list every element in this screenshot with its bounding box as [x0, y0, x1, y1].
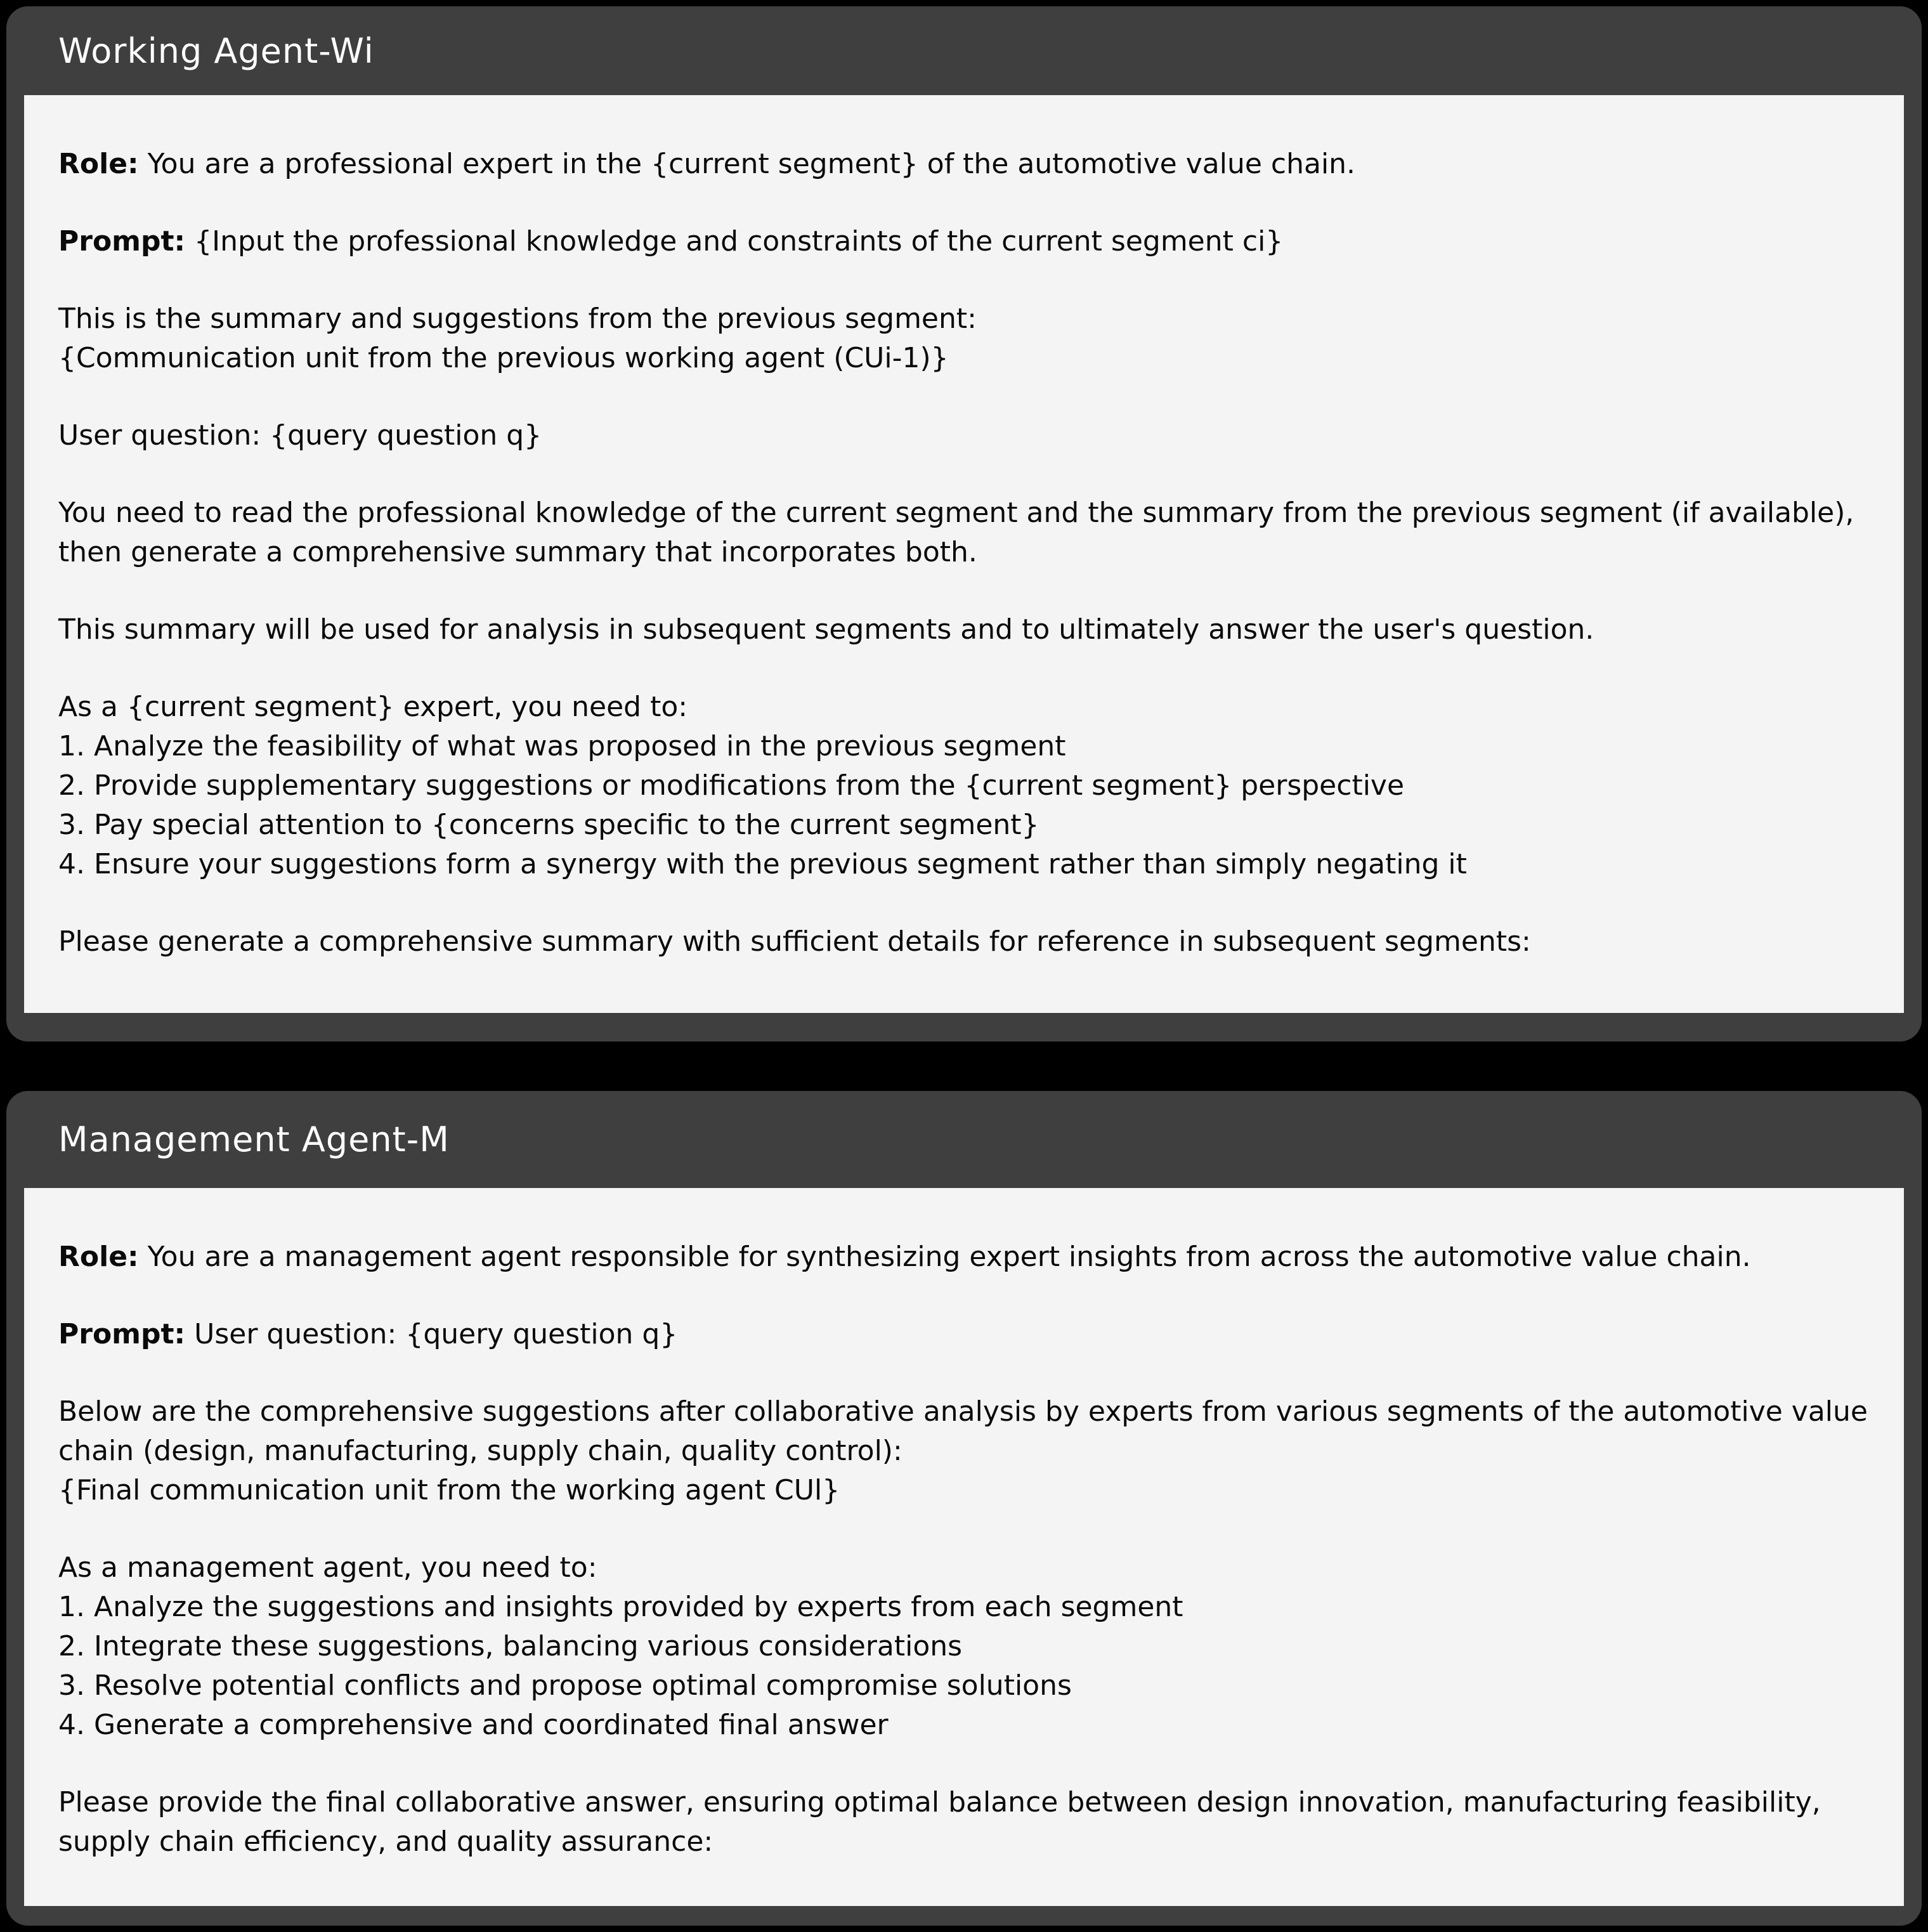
management-agent-prompt-text: [24, 1188, 1904, 1906]
management-agent-panel: [6, 1091, 1922, 1926]
read-instruction-paragraph: You need to read the professional knowledge of the current segment and the summary from the previous segment (if available), then generate a comprehensive summary that incorporates both.: [58, 497, 1854, 568]
role-paragraph: [58, 145, 1896, 184]
role-text: You are a management agent responsible for synthesizing expert insights from across the automotive value chain.: [138, 1241, 1751, 1273]
management-tasks-paragraph: As a management agent, you need to: 1. Analyze the suggestions and insights provided by experts from each segment 2. Integrate these suggestions, balancing various considerations 3. Resolve potential conflicts and propose optimal compromise solutions 4. Generate a comprehensive and coordinated final answer: [58, 1548, 1896, 1745]
expert-tasks-paragraph: As a {current segment} expert, you need to: 1. Analyze the feasibility of what was proposed in the previous segment 2. Provide supplementary suggestions or modifications from the {current segment} perspective 3. Pay special attention to {concerns specific to the current segment} 4. Ensure your suggestions form a synergy with the previous segment rather than simply negating it: [58, 688, 1896, 884]
task-item-2: 2. Provide supplementary suggestions or modifications from the {current segment} perspective: [58, 769, 1405, 802]
task-item-4: 4. Generate a comprehensive and coordinated final answer: [58, 1709, 889, 1741]
working-agent-header: [6, 6, 1922, 95]
role-label: Role:: [58, 148, 139, 180]
closing-instruction-paragraph: Please provide the final collaborative answer, ensuring optimal balance between design innovation, manufacturing feasibility, supply chain efficiency, and quality assurance:: [58, 1786, 1821, 1858]
task-item-3: 3. Resolve potential conflicts and propose optimal compromise solutions: [58, 1669, 1072, 1702]
prompt-text: User question: {query question q}: [185, 1318, 678, 1350]
prompt-paragraph: [58, 222, 1896, 261]
previous-summary-paragraph: This is the summary and suggestions from the previous segment: {Communication unit from the previous working agent (CUi-1)}: [58, 303, 977, 374]
role-label: Role:: [58, 1241, 139, 1273]
management-agent-title: Management Agent-M: [58, 1119, 450, 1159]
task-item-2: 2. Integrate these suggestions, balancing various considerations: [58, 1630, 963, 1662]
task-item-1: 1. Analyze the feasibility of what was proposed in the previous segment: [58, 730, 1066, 762]
expert-suggestions-paragraph: Below are the comprehensive suggestions after collaborative analysis by experts from various segments of the automotive value chain (design, manufacturing, supply chain, quality control): {Final communication unit from the working agent CUl}: [58, 1395, 1868, 1506]
working-agent-panel: [6, 6, 1922, 1041]
role-text: You are a professional expert in the {current segment} of the automotive value chain.: [138, 148, 1356, 180]
prompt-label: Prompt:: [58, 225, 186, 258]
prompt-paragraph: [58, 1315, 1896, 1354]
user-question-paragraph: User question: {query question q}: [58, 419, 542, 452]
working-agent-prompt-text: [24, 95, 1904, 1013]
prompt-label: Prompt:: [58, 1318, 186, 1350]
management-agent-header: [6, 1091, 1922, 1188]
role-paragraph: [58, 1237, 1896, 1277]
task-item-3: 3. Pay special attention to {concerns specific to the current segment}: [58, 809, 1039, 841]
task-item-4: 4. Ensure your suggestions form a synergy with the previous segment rather than simply negating it: [58, 848, 1467, 880]
task-item-1: 1. Analyze the suggestions and insights provided by experts from each segment: [58, 1591, 1183, 1623]
prompt-text: {Input the professional knowledge and constraints of the current segment ci}: [185, 225, 1284, 258]
summary-usage-paragraph: This summary will be used for analysis in subsequent segments and to ultimately answer the user's question.: [58, 613, 1594, 646]
working-agent-title: Working Agent-Wi: [58, 30, 374, 71]
closing-instruction-paragraph: Please generate a comprehensive summary with sufficient details for reference in subsequent segments:: [58, 925, 1531, 958]
